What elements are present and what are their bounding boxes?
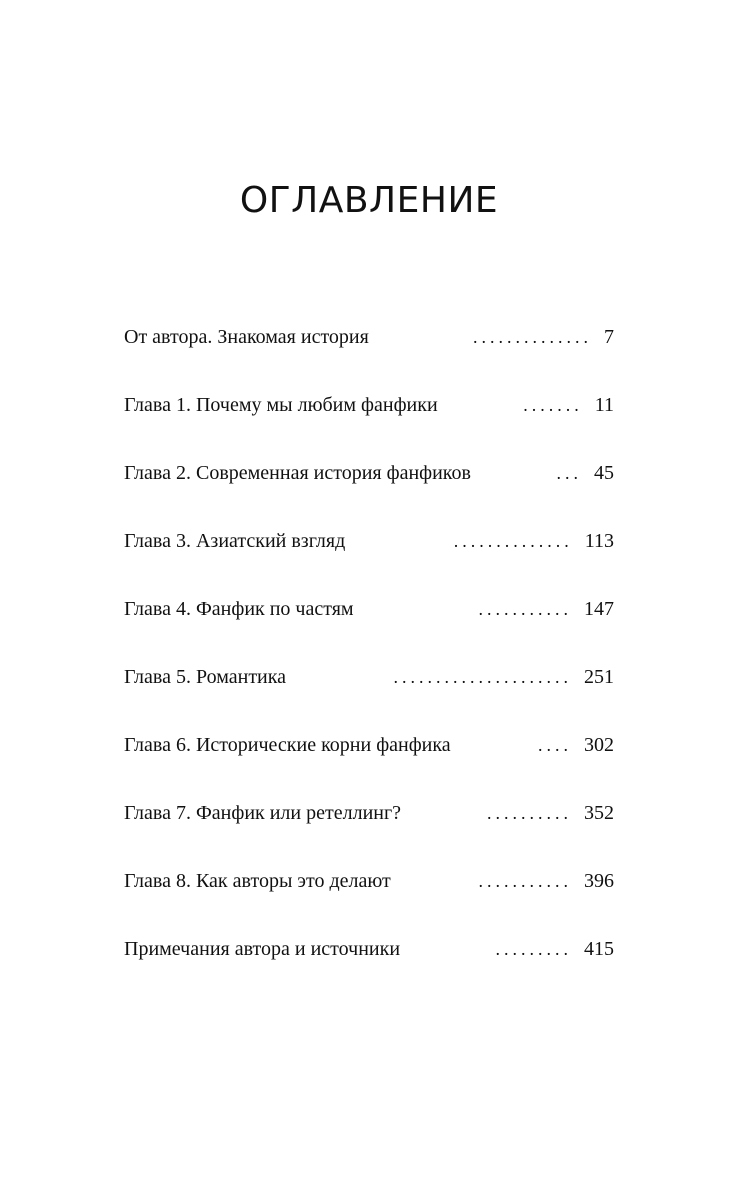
toc-leader-dots: .............. [453,531,573,551]
toc-page-number: 352 [584,802,614,824]
toc-entry-label: Глава 1. Почему мы любим фанфики [124,394,438,416]
toc-entry-label: Глава 6. Исторические корни фанфика [124,734,451,756]
toc-entry-chapter-7 [124,802,614,870]
toc-entry-label: Примечания автора и источники [124,938,401,960]
toc-entry-chapter-5 [124,666,614,734]
toc-entry-author-note [124,326,614,394]
toc-entry-notes-sources [124,938,614,1006]
toc-entry-label: Глава 4. Фанфик по частям [124,598,354,620]
toc-entry-chapter-6 [124,734,614,802]
toc-leader-dots: ......... [495,939,572,959]
toc-entry-chapter-2 [124,462,614,530]
toc-entry-label: Глава 7. Фанфик или ретеллинг? [124,802,402,824]
toc-entry-label: Глава 2. Современная история фанфиков [124,462,471,484]
toc-leader-dots: .......... [487,803,572,823]
toc-entry-label: Глава 8. Как авторы это делают [124,870,391,892]
toc-entry-chapter-4 [124,598,614,666]
toc-page-number: 302 [584,734,614,756]
toc-entry-label: Глава 3. Азиатский взгляд [124,530,346,552]
toc-entry-label: От автора. Знакомая история [124,326,369,348]
toc-leader-dots: ... [556,463,582,483]
table-of-contents [124,326,614,1006]
toc-page-number: 45 [594,462,614,484]
toc-page-number: 113 [584,530,614,552]
toc-leader-dots: ........... [478,871,572,891]
toc-leader-dots: ..................... [393,667,572,687]
toc-leader-dots: ........... [478,599,572,619]
toc-entry-chapter-1 [124,394,614,462]
toc-entry-label: Глава 5. Романтика [124,666,287,688]
toc-page-number: 147 [584,598,614,620]
toc-page-number: 396 [584,870,614,892]
toc-leader-dots: .... [538,735,572,755]
toc-page-number: 7 [604,326,614,348]
toc-entry-chapter-3 [124,530,614,598]
toc-page-number: 415 [584,938,614,960]
page-title: ОГЛАВЛЕНИЕ [239,180,499,221]
toc-entry-chapter-8 [124,870,614,938]
toc-leader-dots: ....... [523,395,583,415]
toc-page-number: 11 [594,394,614,416]
toc-leader-dots: .............. [473,327,592,347]
toc-page-number: 251 [584,666,614,688]
